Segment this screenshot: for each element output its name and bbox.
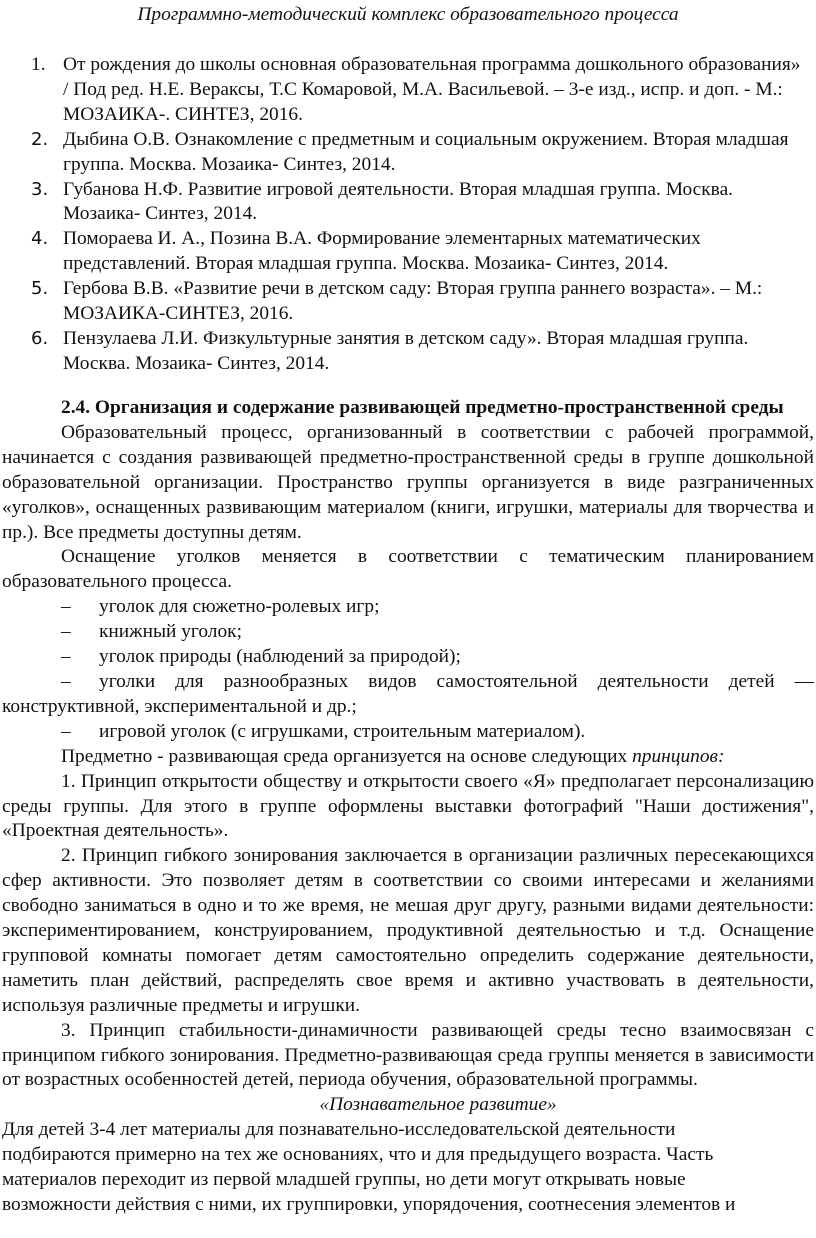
reference-text: От рождения до школы основная образовательная программа дошкольного образования» / Под ред. Н.Е. Вераксы, Т.С Комаровой, М.А. Васильевой. – 3-е изд., испр. и доп. - М.: МОЗАИКА-. СИНТЕЗ, 2016.: [63, 54, 801, 125]
reference-text: Губанова Н.Ф. Развитие игровой деятельности. Вторая младшая группа. Москва. Мозаика- Синтез, 2014.: [63, 178, 734, 225]
paragraph: Образовательный процесс, организованный в соответствии с рабочей программой, начинается с создания развивающей предметно-пространственной среды в группе дошкольной образовательной организации. Пространство группы организуется в виде разграниченных «уголков», оснащенных развивающим материалом (книги, игрушки, материалы для творчества и пр.). Все предметы доступны детям.: [2, 421, 814, 543]
dash-item-text: игровой уголок (с игрушками, строительным материалом).: [99, 720, 586, 742]
principle-2: 2. Принцип гибкого зонирования заключается в организации различных пересекающихся сфер активности. Это позволяет детям в соответствии со своими интересами и желаниями свободно заниматься в одно и то же время, не мешая друг другу, разными видами деятельности: экспериментированием, конструированием, продуктивной деятельностью и т.д. Оснащение групповой комнаты помогает детям самостоятельно определить содержание деятельности, наметить план действий, распределять свое время и активно участвовать в деятельности, используя различные предметы и игрушки.: [2, 845, 814, 1016]
subsection-heading: «Познавательное развитие»: [319, 1094, 557, 1116]
reference-item: [0, 128, 816, 178]
page-header: Программно-методический комплекс образовательного процесса: [137, 4, 679, 25]
text-line: подбираются примерно на тех же основаниях, что и для предыдущего возраста. Часть: [2, 1144, 714, 1166]
reference-item: [0, 277, 816, 327]
dash-list-item: [2, 720, 814, 745]
reference-item: [0, 53, 816, 128]
text-line: материалов переходит из первой младшей группы, но дети могут открывать новые: [2, 1169, 686, 1191]
principle-1: 1. Принцип открытости обществу и открытости своего «Я» предполагает персонализацию среды группы. Для этого в группе оформлены выставки фотографий "Наши достижения", «Проектная деятельность».: [2, 770, 814, 842]
reference-number: 2.: [31, 128, 49, 150]
reference-text: Пензулаева Л.И. Физкультурные занятия в детском саду». Вторая младшая группа. Москва. Мозаика- Синтез, 2014.: [63, 327, 749, 374]
dash-list-item: [2, 670, 814, 720]
dash-item-text: уголки для разнообразных видов самостоятельной деятельности детей — конструктивной, экспериментальной и др.;: [2, 670, 814, 717]
dash-marker: –: [61, 621, 71, 643]
dash-list-item: [2, 595, 814, 620]
reference-number: 5.: [31, 278, 49, 300]
reference-text: Дыбина О.В. Ознакомление с предметным и социальным окружением. Вторая младшая группа. Москва. Мозаика- Синтез, 2014.: [63, 128, 789, 175]
dash-item-text: уголок для сюжетно-ролевых игр;: [99, 596, 380, 618]
text-line: Для детей 3-4 лет материалы для познавательно-исследовательской деятельности: [2, 1119, 676, 1141]
reference-item: [0, 178, 816, 228]
principles-intro: [2, 745, 814, 770]
reference-list: [0, 53, 816, 377]
reference-number: 1.: [31, 54, 46, 75]
dash-item-text: книжный уголок;: [99, 621, 242, 643]
dash-marker: –: [61, 596, 71, 618]
principles-word: принципов:: [632, 745, 725, 767]
text-line: возможности действия с ними, их группировки, упорядочения, соотнесения элементов и: [2, 1194, 736, 1215]
reference-number: 3.: [31, 178, 49, 200]
dash-item-text: уголок природы (наблюдений за природой);: [99, 646, 461, 668]
dash-list-item: [2, 620, 814, 645]
reference-item: [0, 327, 816, 377]
dash-marker: –: [61, 720, 71, 742]
dash-list-item: [2, 645, 814, 670]
reference-item: [0, 227, 816, 277]
paragraph: Оснащение уголков меняется в соответствии с тематическим планированием образовательного процесса.: [2, 546, 814, 593]
section-body: [2, 396, 814, 1218]
dash-marker: –: [61, 670, 71, 692]
section-title: 2.4. Организация и содержание развивающей предметно-пространственной среды: [61, 397, 784, 418]
reference-text: Помораева И. А., Позина В.А. Формирование элементарных математических представлений. Вторая младшая группа. Москва. Мозаика- Синтез, 2014.: [63, 228, 701, 275]
dash-marker: –: [61, 646, 71, 668]
principle-3: 3. Принцип стабильности-динамичности развивающей среды тесно взаимосвязан с принципом гибкого зонирования. Предметно-развивающая среда группы меняется в зависимости от возрастных особенностей детей, периода обучения, образовательной программы.: [2, 1019, 814, 1091]
reference-number: 6.: [31, 327, 49, 349]
principles-intro-text: Предметно - развивающая среда организуется на основе следующих: [61, 745, 633, 767]
reference-number: 4.: [31, 228, 49, 250]
reference-text: Гербова В.В. «Развитие речи в детском саду: Вторая группа раннего возраста». – М.: МОЗАИКА-СИНТЕЗ, 2016.: [63, 278, 763, 325]
